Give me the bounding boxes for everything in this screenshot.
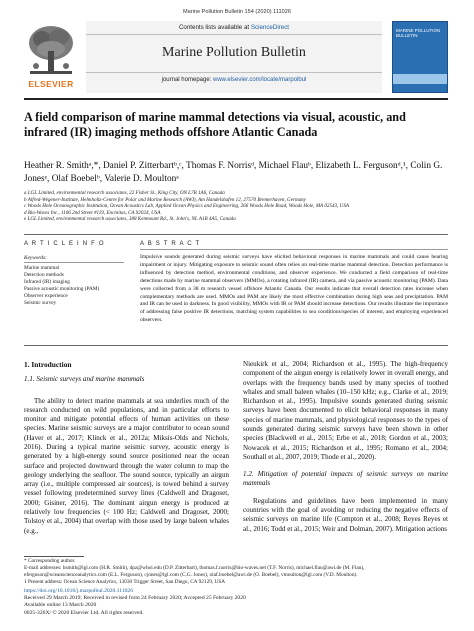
homepage-prefix: journal homepage: bbox=[161, 77, 212, 83]
subsection-heading-mitigation: 1.2. Mitigation of potential impacts of seismic surveys on marine mammals bbox=[243, 470, 448, 488]
article-title: A field comparison of marine mammal detections via visual, acoustic, and infrared (IR) imaging methods offshore Atlantic Canada bbox=[24, 110, 406, 139]
copyright-line: 0025-326X/ © 2020 Elsevier Ltd. All rights reserved. bbox=[24, 609, 144, 616]
footnotes bbox=[24, 558, 448, 586]
affiliation-item: c Woods Hole Oceanographic Institution, Ocean Acoustics Lab, Applied Ocean Physics and Engineering, 266 Woods Hole Road, Woods Hole, MA 02543, USA bbox=[24, 203, 349, 210]
affiliations bbox=[24, 190, 448, 223]
abstract-heading: A B S T R A C T bbox=[140, 241, 201, 247]
publication-info bbox=[24, 588, 448, 617]
online-date: Available online 13 March 2020 bbox=[24, 602, 97, 609]
keyword-item: Marine mammal bbox=[24, 265, 60, 271]
body-left-column bbox=[24, 360, 229, 536]
abstract-rule bbox=[140, 249, 448, 250]
received-dates: Received 29 March 2019; Received in revised form 24 February 2020; Accepted 25 February 2020 bbox=[24, 595, 246, 602]
cover-band bbox=[393, 74, 447, 84]
journal-masthead bbox=[86, 21, 382, 93]
running-head: Marine Pollution Bulletin 154 (2020) 111026 bbox=[182, 9, 291, 15]
abstract-text: Impulsive sounds generated during seismic surveys have elicited behavioral responses in marine mammals and could cause hearing impairment or injury. Mitigating exposure to seismic sound often relies on real-time marine mammal detection. Detection performance is influenced by detection method, environmental conditions, and observer experience. We conducted a field comparison of real-time detections made by marine mammal observers (MMOs), a rotating infrared (IR) camera, and via passive acoustic monitoring (PAM). Data were collected from a 38 m research vessel offshore Atlantic Canada. Our results indicate that overall detection rates increase when complementary methods are used. MMOs and PAM are likely the most effective combination during high seas and precipitation. PAM and IR can be used in darkness. In good visibility, MMOs with IR or PAM should increase detections. Our results illustrate the importance of addressing false positive IR detections, matching system capabilities to sea conditions/species of interest, and employing experienced observers. bbox=[140, 254, 448, 324]
corresponding-author-note: * Corresponding author. bbox=[24, 558, 76, 564]
keyword-item: Infrared (IR) imaging bbox=[24, 279, 70, 285]
masthead-divider bbox=[86, 34, 382, 35]
header-rule bbox=[24, 98, 448, 100]
body-paragraph: Regulations and guidelines have been implemented in many countries with the goal of avoiding or reducing the negative effects of seismic surveys on marine life (Compton et al., 2008; Reyes Reyes et al., 2016; Todd et al., 2015; Weir and Dolman, 2007). Mitigation actions bbox=[243, 496, 448, 533]
keywords-list bbox=[24, 265, 144, 307]
author-emails: E-mail addresses: hsmith@lgl.com (H.R. Smith), dpz@whoi.edu (D.P. Zitterbart), thomas.f.norris@bio-waves.net (T.F. Norris), michael.flau@awi.de (M. Flau), eferguson@oceanscienceanalytics.com (E.L. Ferguson), cjones@lgl.com (C.G. Jones), olaf.boebel@awi.de (O. Boebel), vmoulton@lgl.com (V.D. Moulton). bbox=[24, 564, 365, 578]
journal-cover-thumbnail[interactable] bbox=[392, 21, 448, 93]
body-paragraph: Nieukirk et al., 2004; Richardson et al., 1995). The high-frequency component of the airgun energy is relatively lower in overall energy, and overlaps with the frequency bands used by many species of toothed whales and small baleen whales (10–150 kHz; e.g., Clarke et al., 2019; Richardson et al., 1995). Impulsive sounds generated during seismic surveys have been documented to elicit behavioral responses in many species of marine mammals, and physiological responses to the types of sounds generated during seismic surveys have been shown in other species (Blackwell et al., 2015; Erbe et al., 2018; Gordon et al., 2003; Nowacek et al., 2015; Richardson et al., 1995; Romano et al., 2004; Southall et al., 2007, 2019; Thode et al., 2020). bbox=[243, 360, 449, 461]
contents-line bbox=[86, 24, 382, 31]
affiliation-item: d Bio-Waves Inc., 1106 2nd Street #119, Encinitas, CA 92024, USA bbox=[24, 209, 161, 216]
article-info-rule bbox=[24, 262, 124, 263]
elsevier-logo bbox=[24, 21, 78, 93]
tree-emblem-icon bbox=[24, 21, 78, 79]
masthead-divider bbox=[86, 72, 382, 73]
contents-prefix: Contents lists available at bbox=[178, 24, 250, 31]
body-rule bbox=[24, 345, 448, 346]
journal-homepage-link[interactable]: www.elsevier.com/locate/marpolbul bbox=[213, 77, 307, 83]
footnote-rule bbox=[24, 556, 84, 557]
sciencedirect-link[interactable]: ScienceDirect bbox=[250, 24, 290, 31]
section-rule bbox=[24, 234, 448, 235]
keywords-label: Keywords: bbox=[24, 255, 47, 261]
doi-link[interactable]: https://doi.org/10.1016/j.marpolbul.2020.111026 bbox=[24, 588, 134, 594]
keyword-item: Seismic survey bbox=[24, 300, 57, 306]
journal-title: Marine Pollution Bulletin bbox=[162, 45, 306, 60]
affiliation-item: b Alfred-Wegener-Institute, Helmholtz-Centre for Polar and Marine Research (AWI), Am Handelshafen 12, 27570 Bremerhaven, Germany bbox=[24, 196, 306, 203]
section-heading-introduction: 1. Introduction bbox=[24, 360, 72, 369]
author-list: Heather R. Smithᵃ,*, Daniel P. Zitterbartᵇ,ᶜ, Thomas F. Norrisᵈ, Michael Flauᵇ, Elizabeth L. Fergusonᵈ,¹, Colin G. Jonesᵉ, Olaf Boebelᵇ, Valerie D. Moultonᵃ bbox=[24, 161, 443, 184]
keyword-item: Passive acoustic monitoring (PAM) bbox=[24, 286, 100, 292]
article-info-heading: A R T I C L E I N F O bbox=[24, 241, 105, 247]
present-address-note: 1 Present address: Ocean Science Analytics, 13030 Trigger Street, San Diego, CA 92129, USA bbox=[24, 578, 226, 585]
affiliation-item: a LGL Limited, environmental research associates, 22 Fisher St., King City, ON L7B 1A6, Canada bbox=[24, 190, 225, 196]
body-right-column bbox=[243, 360, 448, 534]
affiliation-item: e LGL Limited, environmental research associates, 388 Kenmount Rd., St. John's, NL A1B 4A5, Canada bbox=[24, 216, 236, 223]
keyword-item: Observer experience bbox=[24, 293, 68, 299]
cover-title: MARINE POLLUTION BULLETIN bbox=[396, 28, 441, 38]
homepage-line bbox=[86, 77, 382, 83]
elsevier-wordmark: ELSEVIER bbox=[28, 79, 74, 89]
body-paragraph: The ability to detect marine mammals at sea underlies much of the research conducted on wild populations, and in particular efforts to monitor and mitigate potential effects of human activities on these species. Marine seismic surveys are a major contributor to ocean sound (Haver et al., 2017; Klinck et al., 2012a; Miksis-Olds and Nichols, 2016). During a typical marine seismic survey, acoustic energy is generated by a high-energy sound source positioned near the ocean surface and projected downward through the water column to map the geology underlying the seafloor. The sound source, typically an airgun array (i.e., multiple compressed air sources), is towed behind a survey vessel following predetermined survey lines (Caldwell and Dragoset, 2000; Gisiner, 2016). The dominant airgun energy is produced at relatively low frequencies (< 100 Hz; Caldwell and Dragoset, 2000; Tolstoy et al., 2004) that overlap with those used by large baleen whales (e.g., bbox=[24, 396, 229, 535]
keyword-item: Detection methods bbox=[24, 272, 64, 278]
subsection-heading-seismic: 1.1. Seismic surveys and marine mammals bbox=[24, 375, 145, 384]
